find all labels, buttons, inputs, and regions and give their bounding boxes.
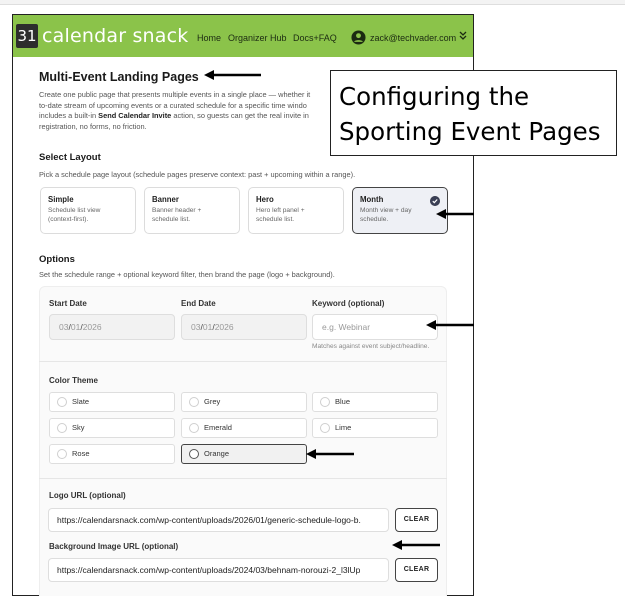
theme-option-label: Sky bbox=[72, 423, 85, 432]
keyword-label: Keyword (optional) bbox=[312, 299, 385, 308]
layout-section-description: Pick a schedule page layout (schedule pages preserve context: past + upcoming within a range). bbox=[39, 170, 356, 179]
options-section-title: Options bbox=[39, 254, 75, 265]
end-date-year: 2026 bbox=[214, 322, 234, 332]
radio-icon bbox=[189, 423, 199, 433]
color-theme-label: Color Theme bbox=[49, 376, 98, 385]
theme-option-grey[interactable] bbox=[181, 392, 307, 412]
theme-option-rose[interactable] bbox=[49, 444, 175, 464]
layout-option-month[interactable] bbox=[352, 187, 448, 234]
logo-url-label: Logo URL (optional) bbox=[49, 491, 126, 500]
keyword-input[interactable]: e.g. Webinar bbox=[312, 314, 438, 340]
theme-option-sky[interactable] bbox=[49, 418, 175, 438]
radio-icon bbox=[189, 449, 199, 459]
end-date-month: 03 bbox=[191, 322, 201, 332]
intro-line-3-post: action, so guests can get the real invite in bbox=[171, 111, 309, 121]
callout-line-2: Sporting Event Pages bbox=[339, 117, 601, 146]
radio-icon bbox=[320, 423, 330, 433]
calendar-logo-icon[interactable]: 31 bbox=[16, 24, 38, 48]
layout-option-desc: Hero left panel + schedule list. bbox=[256, 207, 305, 223]
nav-link-home[interactable]: Home bbox=[197, 33, 222, 43]
user-email[interactable]: zack@techvader.com bbox=[370, 33, 457, 43]
theme-divider bbox=[39, 478, 447, 479]
nav-link-organizer-hub[interactable]: Organizer Hub bbox=[228, 33, 287, 43]
layout-option-name: Hero bbox=[256, 195, 274, 204]
arrow-left-icon bbox=[204, 70, 262, 80]
options-section-description: Set the schedule range + optional keyword filter, then brand the page (logo + background). bbox=[39, 270, 335, 279]
theme-option-label: Grey bbox=[204, 397, 221, 406]
theme-option-label: Rose bbox=[72, 449, 90, 458]
background-url-label: Background Image URL (optional) bbox=[49, 542, 179, 551]
layout-option-hero[interactable] bbox=[248, 187, 344, 234]
logo-url-clear-button[interactable]: CLEAR bbox=[395, 508, 438, 532]
layout-option-desc: Month view + day schedule. bbox=[360, 207, 412, 223]
theme-option-emerald[interactable] bbox=[181, 418, 307, 438]
layout-option-desc: Banner header + schedule list. bbox=[152, 207, 202, 223]
background-url-input[interactable]: https://calendarsnack.com/wp-content/uploads/2024/03/behnam-norouzi-2_l3lUp bbox=[48, 558, 389, 582]
theme-option-label: Slate bbox=[72, 397, 90, 406]
theme-option-label: Orange bbox=[204, 449, 230, 458]
end-date-label: End Date bbox=[181, 299, 216, 308]
radio-icon bbox=[57, 397, 67, 407]
theme-option-lime[interactable] bbox=[312, 418, 438, 438]
arrow-left-icon bbox=[392, 540, 440, 550]
callout-line-1: Configuring the bbox=[339, 82, 530, 111]
intro-line-4: registration, no forms, no friction. bbox=[39, 121, 147, 131]
start-date-year: 2026 bbox=[82, 322, 102, 332]
radio-icon bbox=[57, 423, 67, 433]
start-date-input[interactable]: 03/01/2026 bbox=[49, 314, 175, 340]
start-date-day: 01 bbox=[70, 322, 81, 332]
radio-icon bbox=[189, 397, 199, 407]
radio-icon bbox=[57, 449, 67, 459]
layout-option-name: Month bbox=[360, 195, 384, 204]
layout-option-name: Simple bbox=[48, 195, 74, 204]
browser-top-strip bbox=[0, 0, 625, 5]
layout-option-simple[interactable] bbox=[40, 187, 136, 234]
layout-section-title: Select Layout bbox=[39, 152, 101, 163]
arrow-left-icon bbox=[436, 209, 474, 219]
background-url-clear-button[interactable]: CLEAR bbox=[395, 558, 438, 582]
annotation-callout bbox=[330, 70, 617, 156]
radio-icon bbox=[320, 397, 330, 407]
end-date-input[interactable]: 03/01/2026 bbox=[181, 314, 307, 340]
intro-line-2: to-date stream of upcoming events or a curated schedule for a specific time windo bbox=[39, 100, 307, 110]
page-title: Multi-Event Landing Pages bbox=[39, 70, 199, 84]
keyword-hint: Matches against event subject/headline. bbox=[312, 343, 430, 350]
send-calendar-invite-label: Send Calendar Invite bbox=[98, 111, 172, 121]
theme-option-label: Lime bbox=[335, 423, 352, 432]
brand-name[interactable]: calendar snack bbox=[42, 25, 189, 47]
theme-option-orange[interactable] bbox=[181, 444, 307, 464]
theme-option-label: Emerald bbox=[204, 423, 232, 432]
start-date-label: Start Date bbox=[49, 299, 87, 308]
nav-link-docs-faq[interactable]: Docs+FAQ bbox=[293, 33, 337, 43]
check-circle-icon bbox=[430, 196, 440, 206]
intro-line-1: Create one public page that presents multiple events in a single place — whether it bbox=[39, 90, 311, 99]
layout-option-desc: Schedule list view (context-first). bbox=[48, 207, 101, 223]
layout-option-banner[interactable] bbox=[144, 187, 240, 234]
layout-option-name: Banner bbox=[152, 195, 179, 204]
theme-option-blue[interactable] bbox=[312, 392, 438, 412]
end-date-day: 01 bbox=[202, 322, 213, 332]
options-divider bbox=[39, 361, 447, 362]
start-date-month: 03 bbox=[59, 322, 69, 332]
arrow-left-icon bbox=[426, 320, 474, 330]
intro-line-3-pre: includes a built-in bbox=[39, 111, 99, 121]
arrow-left-icon bbox=[306, 449, 354, 459]
theme-option-label: Blue bbox=[335, 397, 351, 406]
theme-option-slate[interactable] bbox=[49, 392, 175, 412]
logo-url-input[interactable]: https://calendarsnack.com/wp-content/uploads/2026/01/generic-schedule-logo-b. bbox=[48, 508, 389, 532]
